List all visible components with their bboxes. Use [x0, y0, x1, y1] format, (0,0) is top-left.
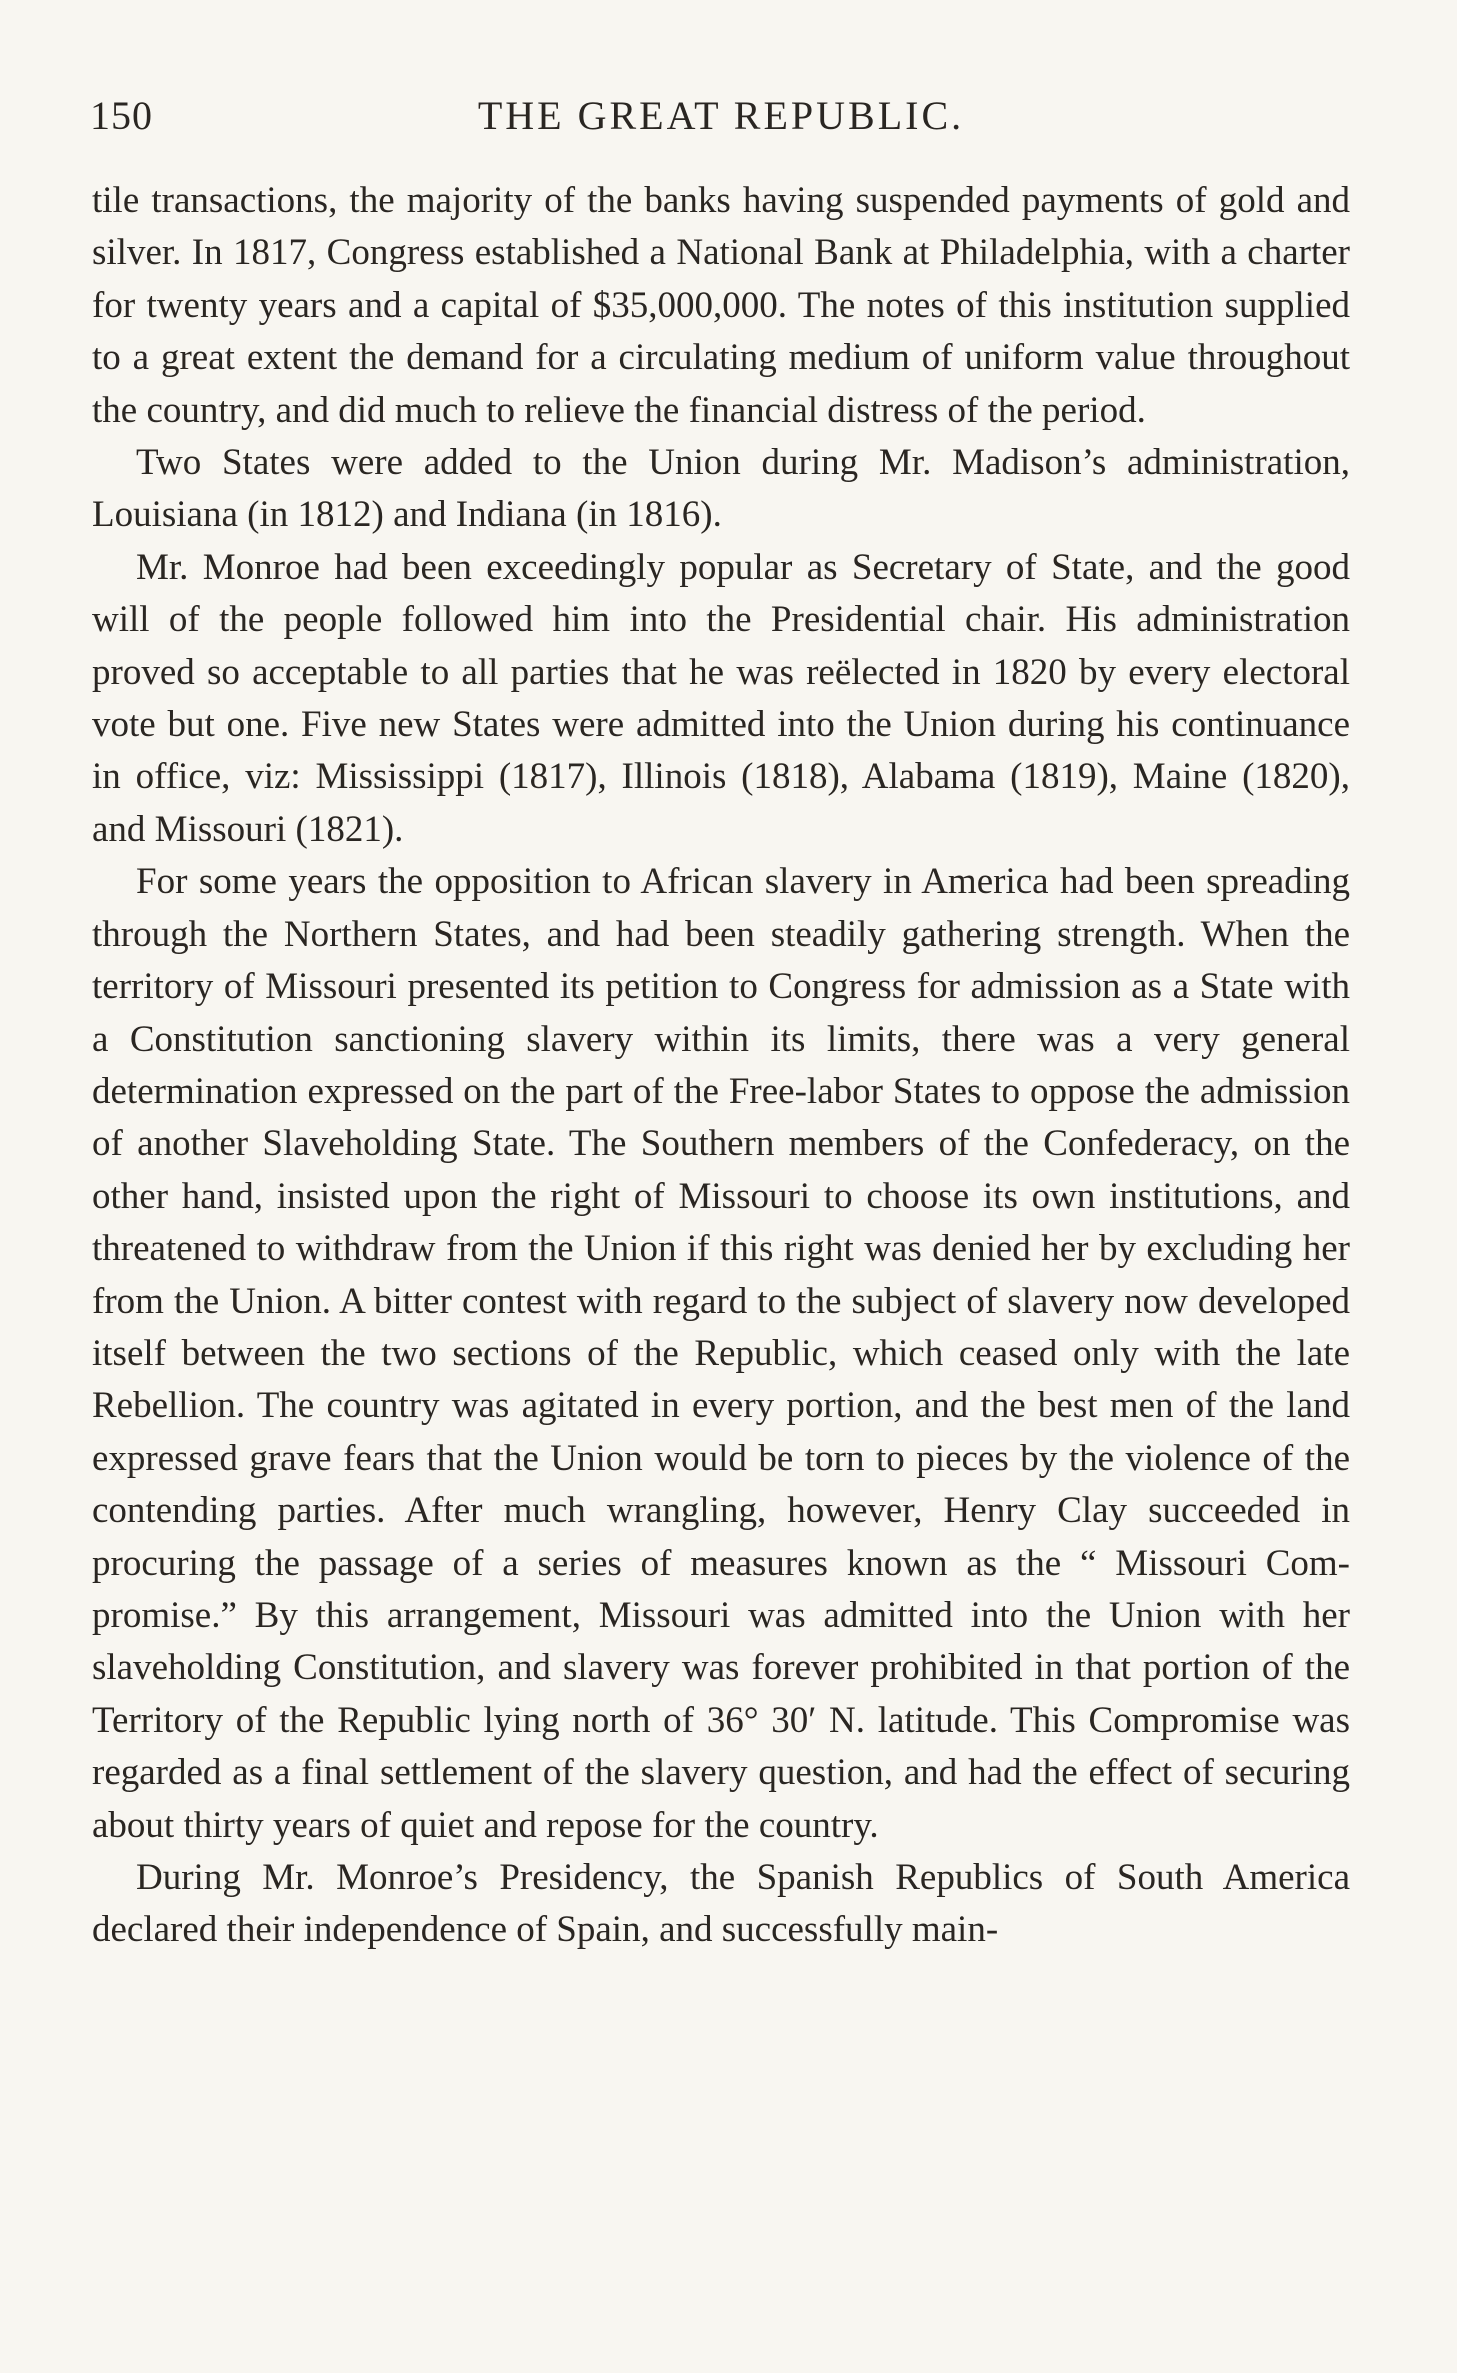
running-title: THE GREAT REPUBLIC.: [477, 93, 965, 138]
paragraph-monroe: Mr. Monroe had been exceedingly popular as Secretary of State, and the good will of the people followed him into the Presidential chair. His administration proved so acceptable to all parties that he was reëlected in 1820 by every electoral vote but one. Five new States were admitted into the Union during his continuance in office, viz: Mississippi (1817), Illinois (1818), Alabama (1819), Maine (1820), and Missouri (1821).: [92, 546, 1350, 850]
paragraph-spanish-republics: During Mr. Monroe’s Presidency, the Spanish Republics of South America declared their independence of Spain, and successfully main-: [92, 1857, 1350, 1951]
paragraph-national-bank: tile transactions, the majority of the banks having suspended payments of gold and silver. In 1817, Congress established a National Bank at Philadelphia, with a charter for twenty years and a capital of $35,000,000. The notes of this institution supplied to a great extent the demand for a circulating medium of uniform value throughout the country, and did much to relieve the financial distress of the period.: [92, 180, 1350, 431]
paragraph-missouri-compromise: For some years the opposition to African slavery in America had been spreading through the Northern States, and had been steadily gathering strength. When the territory of Missouri presented its petition to Congress for admission as a State with a Constitution sanctioning slavery within its limits, there was a very general determination expressed on the part of the Free-labor States to oppose the admission of another Slaveholding State. The Southern members of the Confederacy, on the other hand, insisted upon the right of Missouri to choose its own institutions, and threatened to withdraw from the Union if this right was denied her by excluding her from the Union. A bitter contest with regard to the subject of slavery now developed itself between the two sections of the Republic, which ceased only with the late Rebellion. The country was agitated in every portion, and the best men of the land expressed grave fears that the Union would be torn to pieces by the violence of the contending parties. After much wrangling, however, Henry Clay succeeded in procuring the passage of a series of measures known as the “ Missouri Compromise.” By this arrangement, Missouri was admitted into the Union with her slaveholding Constitution, and slavery was forever prohibited in that portion of the Territory of the Republic lying north of 36° 30′ N. latitude. This Compromise was regarded as a final settlement of the slavery question, and had the effect of securing about thirty years of quiet and repose for the country.: [92, 861, 1350, 1846]
paragraph-states-added: Two States were added to the Union during Mr. Madison’s administration, Louisiana (in 1812) and Indiana (in 1816).: [92, 442, 1350, 536]
page-number: 150: [90, 93, 153, 138]
body-text: [92, 175, 1350, 1957]
running-head: [90, 92, 1352, 152]
